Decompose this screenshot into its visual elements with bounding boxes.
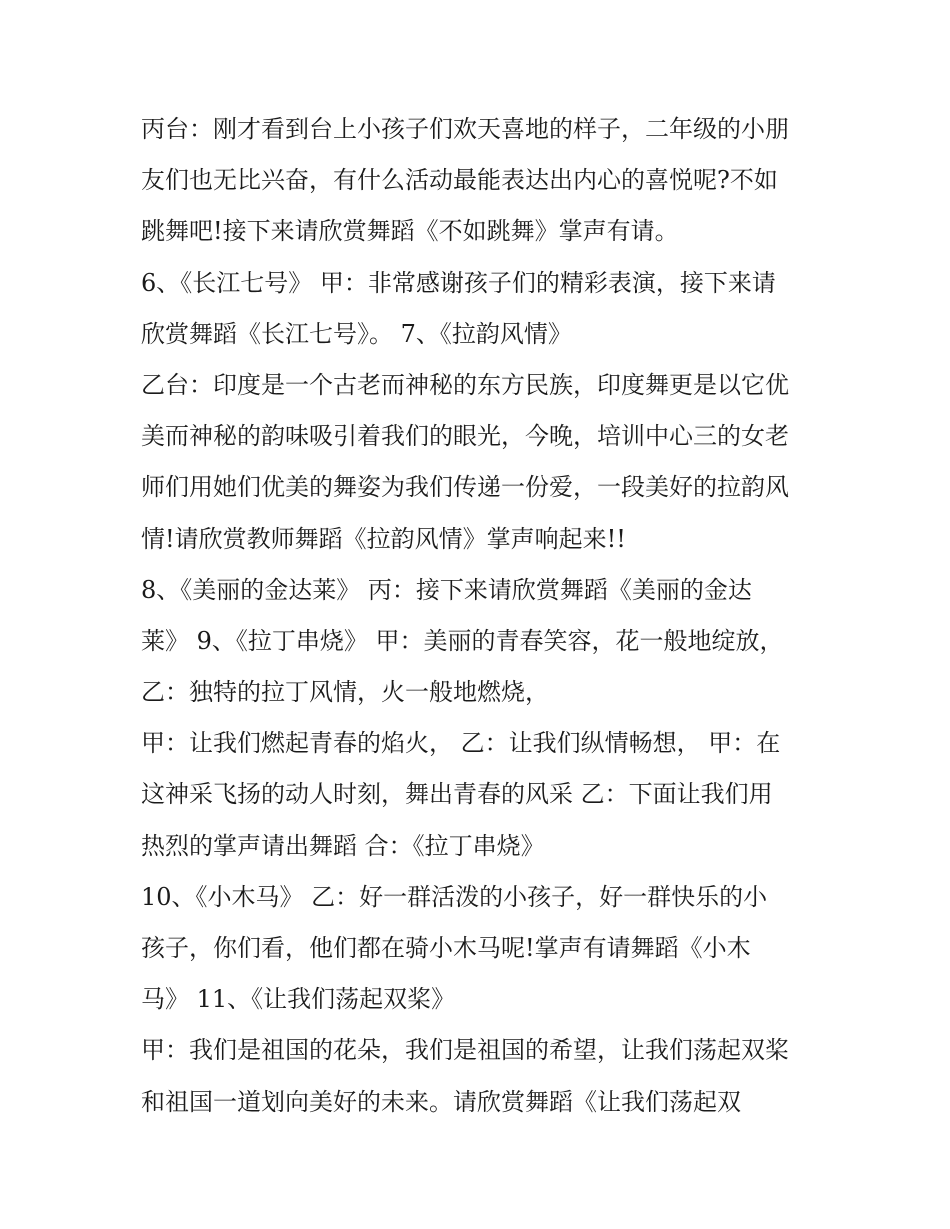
text-line-14: 这神采飞扬的动人时刻，舞出青春的风采 乙：下面让我们用: [141, 780, 773, 809]
text-line-20: 和祖国一道划向美好的未来。请欣赏舞蹈《让我们荡起双: [141, 1087, 741, 1116]
text-line-3: 跳舞吧!接下来请欣赏舞蹈《不如跳舞》掌声有请。: [141, 217, 679, 246]
text-line-8: 师们用她们优美的舞姿为我们传递一份爱，一段美好的拉韵风: [141, 473, 789, 502]
text-line-5: 欣赏舞蹈《长江七号》。 7、《拉韵风情》: [141, 319, 572, 348]
text-line-2: 友们也无比兴奋，有什么活动最能表达出内心的喜悦呢?不如: [141, 166, 778, 195]
text-line-4: 6、《长江七号》 甲：非常感谢孩子们的精彩表演，接下来请: [141, 268, 776, 297]
text-line-10: 8、《美丽的金达莱》 丙：接下来请欣赏舞蹈《美丽的金达: [141, 575, 752, 604]
text-line-11: 莱》 9、《拉丁串烧》 甲：美丽的青春笑容，花一般地绽放，: [141, 626, 784, 655]
text-line-6: 乙台：印度是一个古老而神秘的东方民族，印度舞更是以它优: [141, 370, 789, 399]
text-line-17: 孩子，你们看，他们都在骑小木马呢!掌声有请舞蹈《小木: [141, 934, 751, 962]
text-line-12: 乙：独特的拉丁风情，火一般地燃烧，: [141, 678, 549, 707]
text-line-13: 甲：让我们燃起青春的焰火， 乙：让我们纵情畅想， 甲：在: [141, 729, 781, 758]
text-line-15: 热烈的掌声请出舞蹈 合：《拉丁串烧》: [141, 831, 545, 860]
text-line-7: 美而神秘的韵味吸引着我们的眼光，今晚，培训中心三的女老: [141, 422, 789, 451]
text-line-19: 甲：我们是祖国的花朵，我们是祖国的希望，让我们荡起双桨: [141, 1036, 789, 1065]
text-line-16: 10、《小木马》 乙：好一群活泼的小孩子，好一群快乐的小: [141, 882, 768, 911]
text-line-18: 马》 11、《让我们荡起双桨》: [141, 985, 456, 1014]
text-line-1: 丙台：刚才看到台上小孩子们欢天喜地的样子，二年级的小朋: [141, 115, 789, 143]
text-line-9: 情!请欣赏教师舞蹈《拉韵风情》掌声响起来!!: [141, 524, 626, 553]
document-text: [141, 104, 821, 1128]
